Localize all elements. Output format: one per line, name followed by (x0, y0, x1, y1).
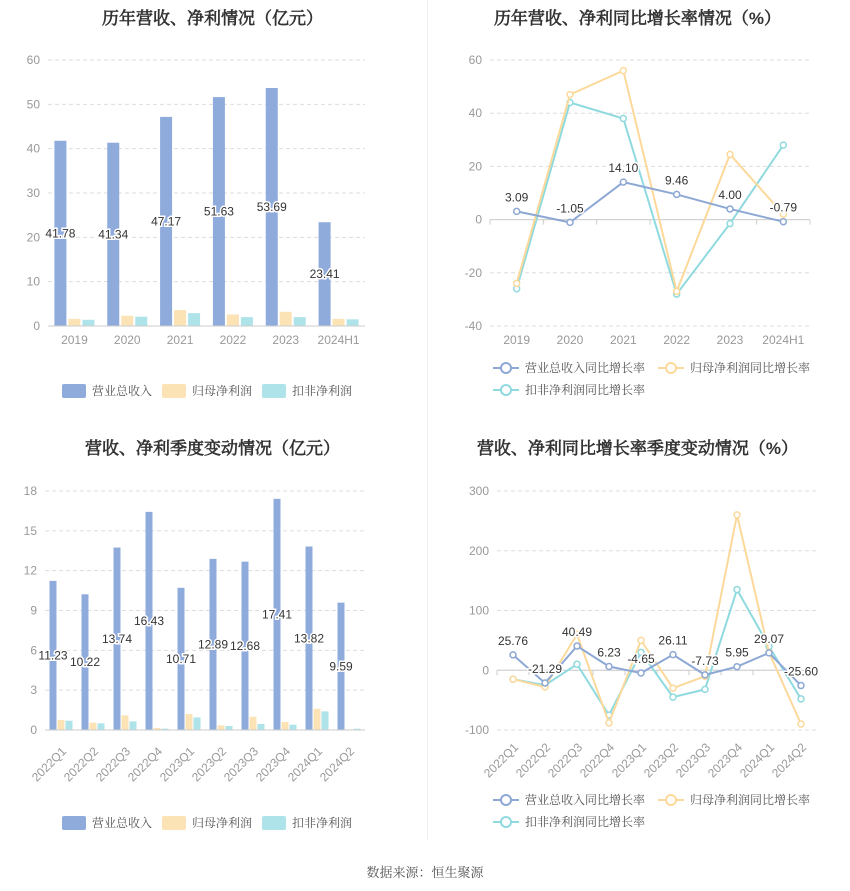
series-point (514, 280, 520, 286)
series-point (727, 221, 733, 227)
point-value-label: 6.23 (597, 645, 621, 660)
point-value-label: 5.95 (725, 645, 749, 660)
bar-value-label: 41.78 (45, 226, 76, 241)
y-tick-label: -40 (464, 319, 482, 333)
series-point (727, 206, 733, 212)
series-point (606, 664, 612, 670)
legend-swatch (162, 384, 186, 398)
point-value-label: 29.07 (753, 631, 785, 646)
x-tick-label: 2023Q2 (641, 740, 682, 781)
bar-value-label: 17.41 (261, 607, 293, 622)
x-tick-label: 2022Q1 (481, 740, 522, 781)
series-point (702, 672, 708, 678)
y-tick-label: 0 (33, 319, 40, 333)
legend-label: 营业总收入 (92, 384, 153, 398)
legend-marker (666, 363, 676, 373)
quarterly-line-panel (425, 430, 850, 860)
x-tick-label: 2022Q3 (545, 740, 586, 781)
legend-marker (501, 795, 511, 805)
bar-deducted-np (130, 721, 137, 730)
bar-value-label: 23.41 (309, 267, 340, 282)
bar-deducted-np (98, 723, 105, 730)
y-tick-label: 20 (468, 159, 482, 174)
point-value-label: 3.09 (504, 190, 529, 205)
legend-swatch (162, 816, 186, 830)
legend-swatch (62, 816, 86, 830)
series-point (620, 116, 626, 122)
series-line-parent-np (517, 71, 784, 292)
series-line-deducted-np (517, 103, 784, 295)
bar-value-label: 12.68 (229, 638, 261, 653)
panel-divider (427, 0, 428, 840)
series-point (798, 696, 804, 702)
annual-line-chart (425, 0, 850, 430)
bar-deducted-np (194, 717, 201, 730)
series-point (727, 151, 733, 157)
chart-title: 历年营收、净利情况（亿元） (102, 9, 323, 28)
x-tick-label: 2021 (609, 333, 637, 347)
bar-parent-np (218, 725, 225, 730)
bar-parent-np (250, 717, 257, 730)
legend-label: 扣非净利润同比增长率 (525, 383, 646, 397)
y-tick-label: 9 (30, 603, 37, 618)
x-tick-label: 2023Q4 (705, 740, 746, 781)
x-tick-label: 2019 (503, 333, 531, 347)
point-value-label: -1.05 (556, 201, 584, 216)
x-tick-label: 2023Q1 (609, 740, 650, 781)
legend-label: 营业总收入 (92, 816, 153, 830)
x-tick-label: 2023Q3 (673, 740, 714, 781)
x-tick-label: 2024Q2 (317, 744, 358, 785)
legend-swatch (262, 816, 286, 830)
y-tick-label: 12 (23, 563, 37, 578)
legend-marker (501, 385, 511, 395)
point-value-label: -25.60 (783, 664, 819, 679)
series-point (702, 686, 708, 692)
series-point (766, 650, 772, 656)
legend-label: 扣非净利润 (292, 384, 353, 398)
bar-value-label: 11.23 (38, 648, 68, 663)
bar-parent-np (122, 715, 129, 730)
point-value-label: 4.00 (718, 187, 742, 202)
bar-value-label: 12.89 (197, 637, 229, 652)
bar-value-label: 16.43 (133, 613, 165, 628)
x-tick-label: 2022 (219, 333, 247, 347)
series-point (798, 683, 804, 689)
series-point (567, 92, 573, 98)
series-point (670, 694, 676, 700)
bar-value-label: 47.17 (151, 214, 182, 229)
x-tick-label: 2022Q3 (93, 744, 134, 785)
series-point (638, 637, 644, 643)
x-tick-label: 2022Q1 (29, 744, 70, 785)
legend-label: 归母净利润 (192, 816, 253, 830)
series-point (510, 652, 516, 658)
x-tick-label: 2022Q2 (61, 744, 102, 785)
series-point (780, 219, 786, 225)
y-tick-label: 18 (23, 484, 37, 498)
series-point (674, 288, 680, 294)
series-point (606, 720, 612, 726)
legend-label: 归母净利润同比增长率 (690, 361, 811, 375)
series-point (780, 142, 786, 148)
bar-deducted-np (258, 724, 265, 730)
y-tick-label: 60 (26, 53, 40, 67)
bar-deducted-np (241, 317, 253, 326)
bar-parent-np (174, 310, 186, 326)
bar-value-label: 41.34 (98, 227, 129, 242)
x-tick-label: 2019 (61, 333, 88, 347)
bar-deducted-np (82, 320, 94, 326)
series-point (620, 68, 626, 74)
bar-deducted-np (188, 313, 200, 326)
legend-label: 归母净利润 (192, 384, 253, 398)
x-tick-label: 2022Q4 (125, 744, 166, 785)
bar-value-label: 10.71 (165, 651, 197, 666)
legend-label: 营业总收入同比增长率 (525, 793, 646, 807)
x-tick-label: 2024H1 (317, 333, 360, 347)
y-tick-label: 30 (26, 186, 40, 200)
x-tick-label: 2020 (113, 333, 141, 347)
bar-deducted-np (294, 317, 306, 326)
bar-value-label: 13.74 (101, 631, 133, 646)
y-tick-label: 60 (468, 53, 482, 67)
bar-deducted-np (347, 319, 359, 326)
bar-parent-np (121, 316, 133, 326)
y-tick-label: 100 (468, 603, 489, 618)
y-tick-label: -20 (464, 265, 482, 280)
y-tick-label: 6 (30, 643, 37, 658)
series-point (620, 179, 626, 185)
series-point (638, 670, 644, 676)
y-tick-label: 200 (468, 543, 489, 558)
series-point (798, 721, 804, 727)
x-tick-label: 2022 (663, 333, 691, 347)
point-value-label: -0.79 (769, 200, 798, 215)
y-tick-label: 3 (30, 683, 37, 698)
x-tick-label: 2023 (716, 333, 744, 347)
legend-label: 归母净利润同比增长率 (690, 793, 811, 807)
quarterly-bar-chart (0, 430, 425, 860)
annual-line-panel (425, 0, 850, 430)
series-point (574, 661, 580, 667)
bar-parent-np (227, 314, 239, 326)
bar-parent-np (90, 723, 97, 730)
series-point (670, 685, 676, 691)
series-point (574, 643, 580, 649)
point-value-label: 14.10 (608, 161, 639, 176)
chart-title: 营收、净利季度变动情况（亿元） (85, 439, 340, 458)
point-value-label: -4.65 (627, 652, 655, 667)
x-tick-label: 2024Q2 (769, 740, 810, 781)
series-point (514, 208, 520, 214)
series-point (510, 676, 516, 682)
y-tick-label: 50 (26, 97, 40, 112)
series-point (734, 664, 740, 670)
bar-value-label: 51.63 (203, 204, 234, 219)
chart-title: 营收、净利同比增长率季度变动情况（%） (476, 439, 799, 458)
bar-deducted-np (226, 726, 233, 730)
bar-deducted-np (66, 721, 73, 730)
legend-label: 扣非净利润同比增长率 (525, 815, 646, 829)
bar-parent-np (68, 319, 80, 326)
point-value-label: 9.46 (664, 173, 689, 188)
y-tick-label: 15 (23, 523, 37, 538)
legend-label: 营业总收入同比增长率 (525, 361, 646, 375)
point-value-label: -21.29 (527, 661, 563, 676)
bar-deducted-np (322, 711, 329, 730)
series-point (734, 512, 740, 518)
bar-value-label: 9.59 (329, 659, 353, 674)
point-value-label: 26.11 (658, 633, 688, 648)
x-tick-label: 2023Q2 (189, 744, 230, 785)
point-value-label: 40.49 (561, 625, 593, 640)
bar-value-label: 13.82 (293, 631, 325, 646)
y-tick-label: 300 (468, 484, 489, 498)
series-point (670, 652, 676, 658)
point-value-label: 25.76 (497, 633, 529, 648)
y-tick-label: 20 (26, 230, 40, 245)
bar-parent-np (282, 722, 289, 730)
legend-swatch (62, 384, 86, 398)
bar-parent-np (314, 709, 321, 730)
chart-title: 历年营收、净利同比增长率情况（%） (493, 9, 782, 28)
x-tick-label: 2024H1 (762, 333, 805, 347)
legend-marker (501, 817, 511, 827)
x-tick-label: 2024Q1 (285, 744, 326, 785)
bar-value-label: 10.22 (69, 655, 101, 670)
bar-parent-np (333, 319, 345, 326)
x-tick-label: 2023Q3 (221, 744, 262, 785)
y-tick-label: 0 (30, 723, 37, 737)
x-tick-label: 2024Q1 (737, 740, 778, 781)
legend-marker (501, 363, 511, 373)
x-tick-label: 2021 (166, 333, 194, 347)
series-point (542, 680, 548, 686)
x-tick-label: 2023Q1 (157, 744, 198, 785)
series-point (734, 587, 740, 593)
x-tick-label: 2022Q4 (577, 740, 618, 781)
quarterly-bar-panel (0, 430, 425, 860)
x-tick-label: 2020 (556, 333, 584, 347)
legend-marker (666, 795, 676, 805)
bar-deducted-np (135, 317, 147, 326)
data-source-footer: 数据来源：恒生聚源 (366, 865, 484, 880)
x-tick-label: 2022Q2 (513, 740, 554, 781)
y-tick-label: 0 (475, 212, 482, 227)
series-point (567, 219, 573, 225)
point-value-label: -7.73 (691, 653, 719, 668)
y-tick-label: 40 (26, 141, 40, 156)
legend-swatch (262, 384, 286, 398)
bar-parent-np (186, 714, 193, 730)
y-tick-label: 40 (468, 106, 482, 121)
y-tick-label: 0 (482, 663, 489, 678)
quarterly-line-chart (425, 430, 850, 860)
series-point (674, 191, 680, 197)
series-line-parent-np (513, 515, 801, 724)
annual-bar-panel (0, 0, 425, 430)
bar-value-label: 53.69 (256, 199, 287, 214)
y-tick-label: -100 (464, 723, 489, 737)
legend-label: 扣非净利润 (292, 816, 353, 830)
bar-deducted-np (290, 725, 297, 730)
bar-parent-np (58, 720, 65, 730)
bar-parent-np (280, 312, 292, 326)
x-tick-label: 2023 (272, 333, 300, 347)
annual-bar-chart (0, 0, 425, 430)
x-tick-label: 2023Q4 (253, 744, 294, 785)
y-tick-label: 10 (26, 274, 40, 289)
